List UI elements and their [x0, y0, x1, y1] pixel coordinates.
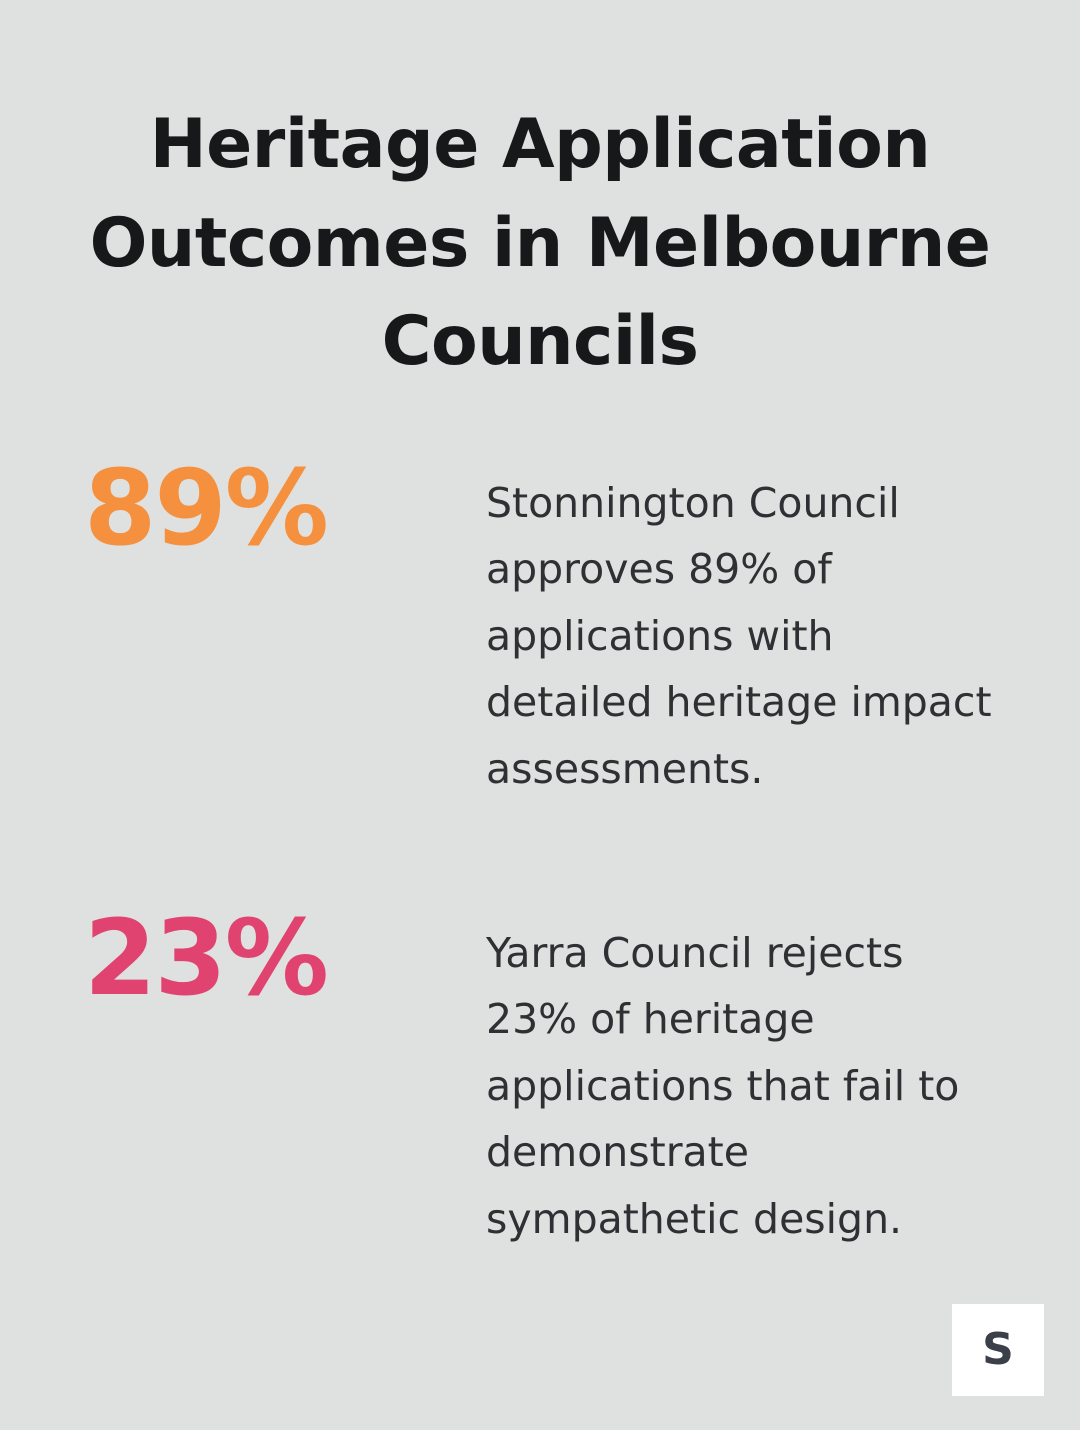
stat-value-1: 89%	[84, 447, 327, 569]
brand-logo	[952, 1304, 1044, 1396]
stat-value-2: 23%	[84, 897, 327, 1020]
page-title: Heritage Application Outcomes in Melbourne Councils	[89, 105, 991, 382]
brand-logo-icon: S	[982, 1324, 1014, 1375]
stat-list	[0, 447, 1080, 1252]
stat-description-1: Stonnington Council approves 89% of applications with detailed heritage impact assessments.	[486, 479, 992, 793]
stat-description-2: Yarra Council rejects 23% of heritage applications that fail to demonstrate sympathetic design.	[486, 929, 960, 1243]
stat-item-1	[0, 447, 1080, 802]
stat-item-2	[0, 897, 1080, 1252]
